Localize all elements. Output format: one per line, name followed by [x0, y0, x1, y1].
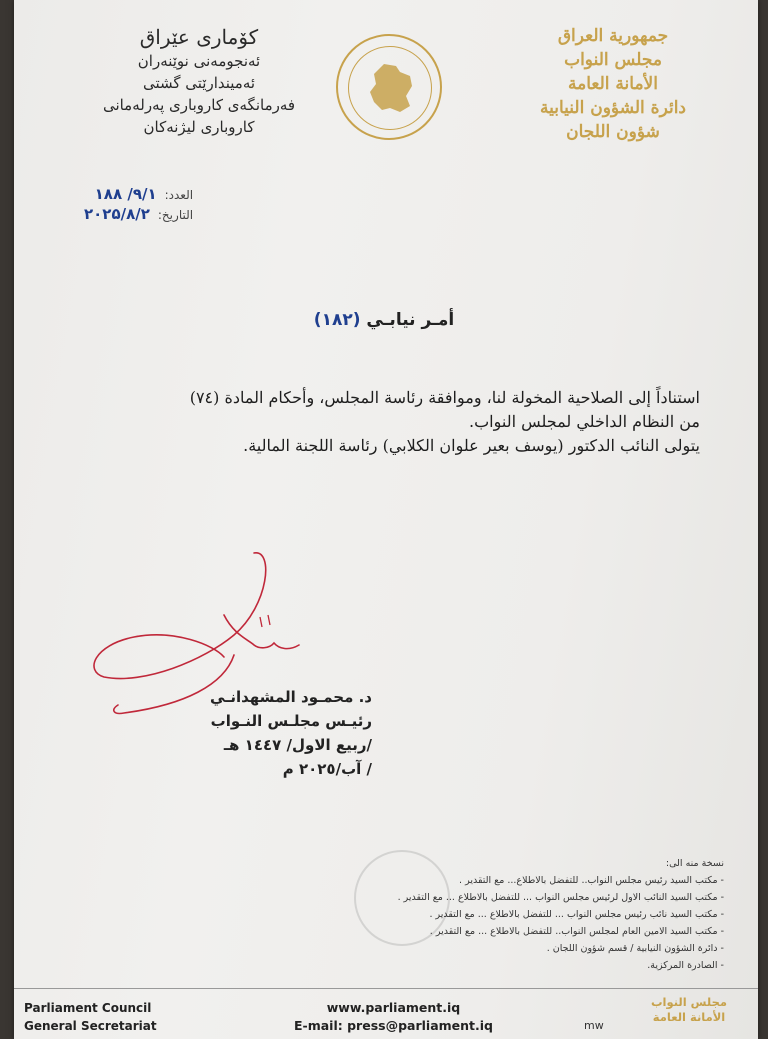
- order-body: [90, 386, 700, 458]
- ref-date-label: التاريخ:: [157, 208, 194, 222]
- footer-email-link[interactable]: E-mail: press@parliament.iq: [294, 1018, 493, 1033]
- copies-list: [294, 855, 724, 974]
- footer-contact: [294, 999, 493, 1035]
- arabic-line-4: دائرة الشؤون النيابية: [539, 98, 686, 118]
- kurdish-line-4: فەرمانگەی کاروباری پەرلەمانی: [102, 96, 296, 114]
- ref-number-label: العدد:: [164, 188, 194, 202]
- order-number: (۱۸۲): [313, 310, 361, 330]
- letter-page: [14, 0, 758, 1039]
- kurdish-letterhead: [84, 24, 314, 138]
- order-title-text: أمـر نيابـي: [366, 310, 455, 330]
- footer-initials: mw: [584, 1019, 604, 1032]
- signer-position: رئيـس مجلـس النـواب: [210, 712, 372, 730]
- arabic-line-3: الأمانة العامة: [568, 74, 658, 94]
- ref-number-value: ۹/۱/ ۱۸۸: [94, 185, 157, 203]
- footer-ar-line-2: الأمانة العامة: [652, 1010, 726, 1024]
- footer-english: [24, 999, 157, 1035]
- footer-en-line-2: General Secretariat: [24, 1019, 157, 1033]
- kurdish-line-3: ئەمیندارێتی گشتی: [142, 74, 256, 92]
- footer-en-line-1: Parliament Council: [24, 1001, 152, 1015]
- signer-name: د. محمـود المشهدانـي: [210, 688, 372, 706]
- copies-item: - مكتب السيد رئيس مجلس النواب.. للتفضل بالاطلاع... مع التقدير .: [459, 875, 724, 886]
- arabic-line-2: مجلس النواب: [564, 50, 662, 70]
- copies-item: - مكتب السيد نائب رئيس مجلس النواب ... للتفضل بالاطلاع ... مع التقدير .: [429, 909, 724, 920]
- arabic-line-1: جمهورية العراق: [557, 26, 669, 46]
- kurdish-line-5: کاروباری لیژنەکان: [143, 118, 255, 136]
- copies-item: - مكتب السيد النائب الاول لرئيس مجلس النواب ... للتفضل بالاطلاع ... مع التقدير .: [397, 892, 724, 903]
- kurdish-line-2: ئەنجومەنی نوێنەران: [137, 52, 261, 70]
- order-title: [264, 310, 504, 330]
- arabic-line-5: شؤون اللجان: [566, 122, 660, 142]
- body-line-3: يتولى النائب الدكتور (يوسف بعير علوان الكلابي) رئاسة اللجنة المالية.: [243, 436, 700, 455]
- copies-item: - مكتب السيد الامين العام لمجلس النواب.. للتفضل بالاطلاع ... مع التقدير .: [429, 926, 724, 937]
- footer-ar-line-1: مجلس النواب: [650, 995, 728, 1009]
- body-line-2: من النظام الداخلي لمجلس النواب.: [469, 412, 700, 431]
- copies-heading: نسخة منه الى:: [665, 858, 724, 869]
- reference-block: [84, 185, 193, 225]
- copies-item: - الصادرة المركزية.: [647, 960, 724, 971]
- letter-footer: [14, 988, 758, 1039]
- copies-item: - دائرة الشؤون النيابية / قسم شؤون اللجان .: [546, 943, 724, 954]
- parliament-seal-emblem: [336, 34, 442, 140]
- hijri-date: /ربيع الاول/ ١٤٤٧ هـ: [223, 736, 372, 754]
- body-line-1: استناداً إلى الصلاحية المخولة لنا، وموافقة رئاسة المجلس، وأحكام المادة (٧٤): [189, 388, 700, 407]
- iraq-map-icon: [366, 62, 416, 114]
- arabic-letterhead: [498, 24, 728, 144]
- footer-website-link[interactable]: www.parliament.iq: [326, 1000, 461, 1015]
- ref-date-value: ۲۰۲۵/۸/۲: [84, 205, 150, 223]
- gregorian-date: / آب/٢٠٢٥ م: [282, 760, 372, 778]
- signer-block: [210, 685, 372, 781]
- footer-arabic: [634, 995, 744, 1025]
- kurdish-line-1: کۆماری عێراق: [139, 25, 259, 49]
